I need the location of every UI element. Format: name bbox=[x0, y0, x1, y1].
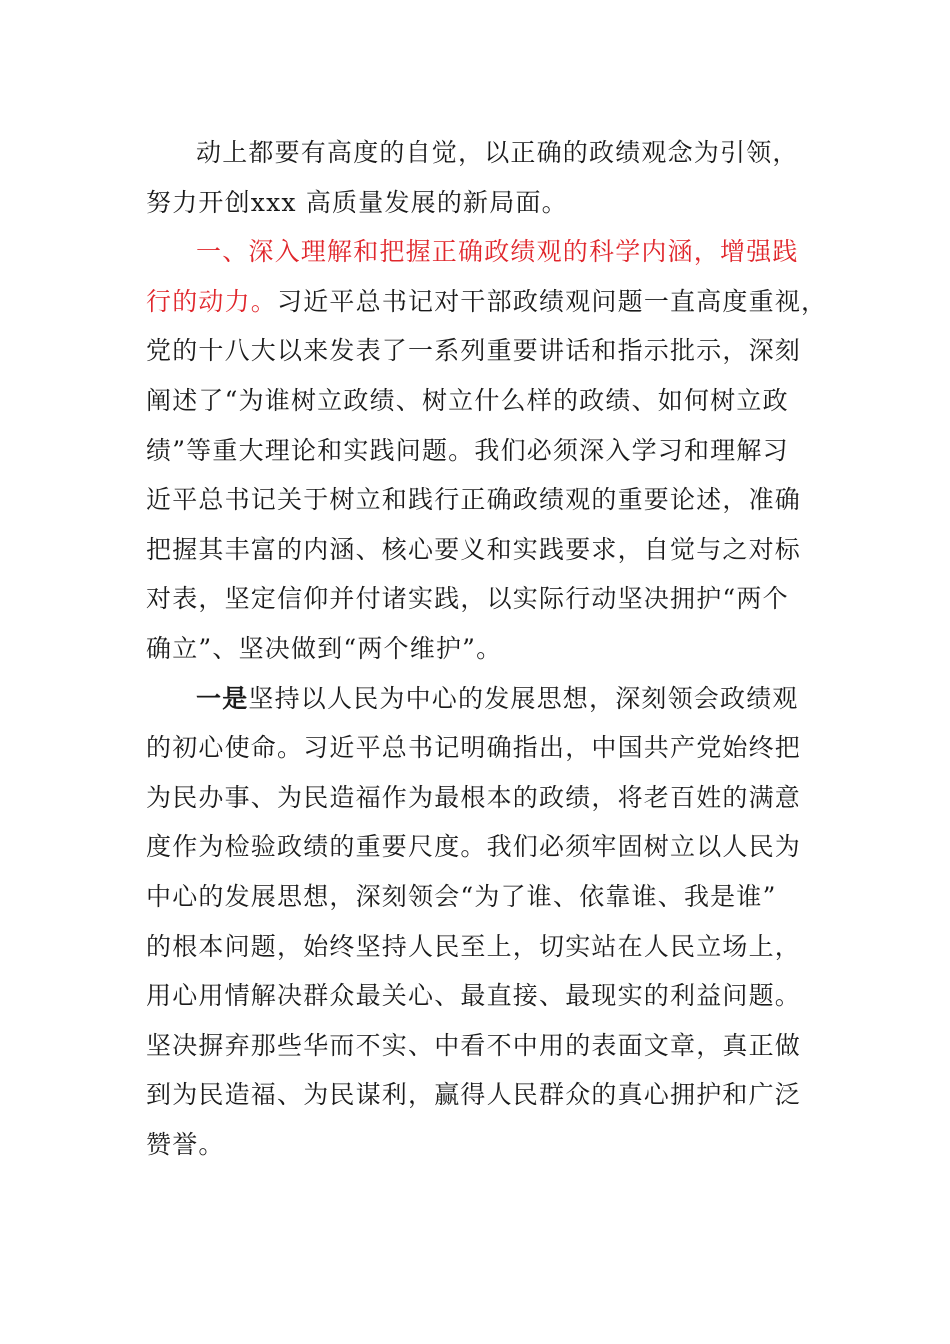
text-line bbox=[146, 475, 802, 525]
text-line bbox=[146, 922, 802, 972]
line-text: 党的十八大以来发表了一系列重要讲话和指示批示，深刻 bbox=[146, 336, 802, 366]
text-line bbox=[146, 376, 789, 426]
line-text: 绩”等重大理论和实践问题。我们必须深入学习和理解习 bbox=[146, 435, 789, 465]
document-body bbox=[146, 128, 828, 1169]
bold-lead-text: 一是 bbox=[196, 683, 249, 713]
line-text: 近平总书记关于树立和践行正确政绩观的重要论述，准确 bbox=[146, 485, 802, 515]
text-line bbox=[146, 773, 802, 823]
line-text: 赞誉。 bbox=[146, 1129, 225, 1159]
text-line bbox=[146, 1070, 802, 1120]
text-line bbox=[146, 674, 799, 724]
section-heading-text: 行的动力。 bbox=[146, 286, 278, 316]
line-text: 动上都要有高度的自觉，以正确的政绩观念为引领， bbox=[196, 138, 799, 167]
line-text: 对表，坚定信仰并付诸实践，以实际行动坚决拥护“两个 bbox=[146, 584, 789, 614]
text-line bbox=[146, 525, 802, 575]
text-line bbox=[146, 971, 802, 1021]
text-line bbox=[146, 574, 789, 624]
line-text: 习近平总书记对干部政绩观问题一直高度重视， bbox=[277, 286, 828, 316]
line-text: 用心用情解决群众最关心、最直接、最现实的利益问题。 bbox=[146, 981, 802, 1011]
text-line bbox=[146, 326, 802, 376]
text-line bbox=[146, 128, 799, 178]
text-line bbox=[146, 624, 786, 674]
line-text: 坚持以人民为中心的发展思想，深刻领会政绩观 bbox=[248, 683, 799, 713]
text-line bbox=[146, 872, 786, 922]
line-text: 为民办事、为民造福作为最根本的政绩，将老百姓的满意 bbox=[146, 782, 802, 812]
section-heading-text: 一、深入理解和把握正确政绩观的科学内涵，增强践 bbox=[196, 237, 799, 267]
line-text: 确立”、坚决做到“两个维护”。 bbox=[146, 633, 503, 663]
line-text: 努力开创xxx 高质量发展的新局面。 bbox=[146, 187, 568, 217]
text-line bbox=[146, 277, 828, 327]
line-text: 到为民造福、为民谋利，赢得人民群众的真心拥护和广泛 bbox=[146, 1080, 802, 1110]
line-text: 中心的发展思想，深刻领会“为了谁、依靠谁、我是谁” bbox=[146, 881, 777, 911]
line-text: 的根本问题，始终坚持人民至上，切实站在人民立场上， bbox=[146, 931, 802, 961]
line-text: 把握其丰富的内涵、核心要义和实践要求，自觉与之对标 bbox=[146, 534, 802, 564]
section-heading-line bbox=[146, 227, 799, 277]
line-text: 度作为检验政绩的重要尺度。我们必须牢固树立以人民为 bbox=[146, 832, 802, 862]
text-line bbox=[146, 1120, 786, 1170]
text-line bbox=[146, 178, 786, 228]
text-line bbox=[146, 723, 802, 773]
line-text: 的初心使命。习近平总书记明确指出，中国共产党始终把 bbox=[146, 733, 802, 763]
text-line bbox=[146, 426, 789, 476]
line-text: 坚决摒弃那些华而不实、中看不中用的表面文章，真正做 bbox=[146, 1030, 802, 1060]
text-line bbox=[146, 1021, 802, 1071]
line-text: 阐述了“为谁树立政绩、树立什么样的政绩、如何树立政 bbox=[146, 385, 789, 415]
text-line bbox=[146, 822, 802, 872]
